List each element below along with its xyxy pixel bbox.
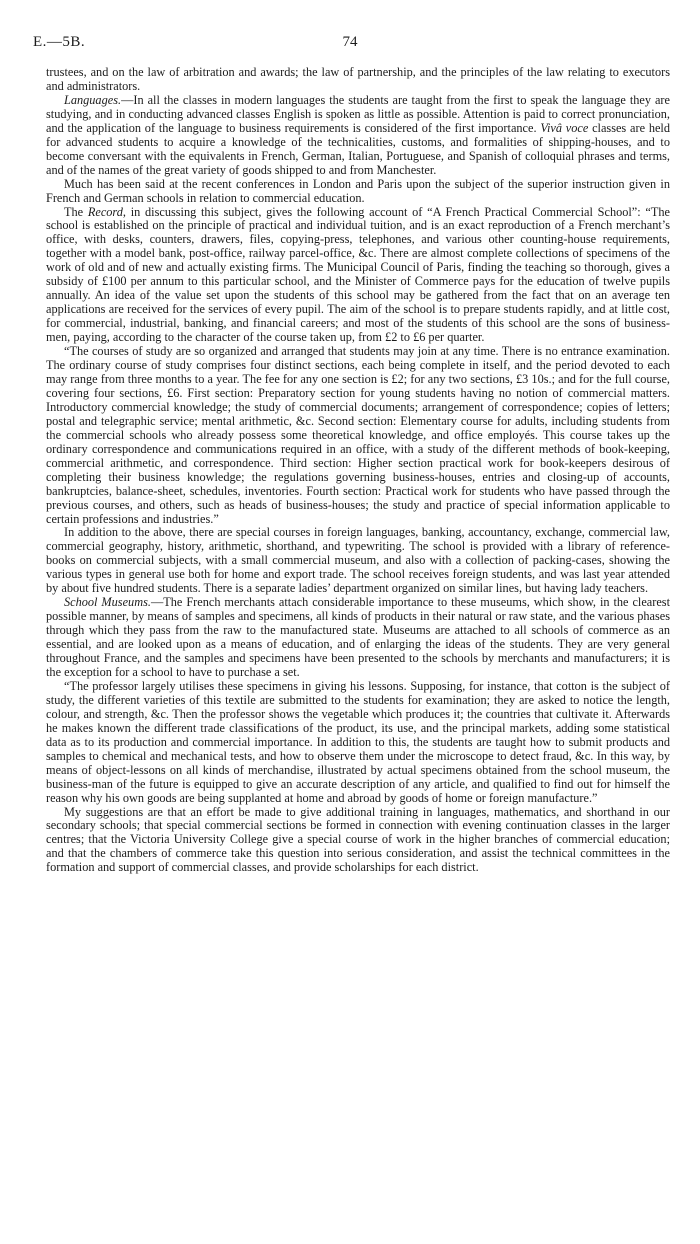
paragraph-languages: Languages.—In all the classes in modern languages the students are taught from the first to speak the language they are studying, and in conducting advanced classes English is spoken as little as possible. Attention is paid to correct pronunciation, and the application of the language to business requirements is considered of the first importance. Vivâ voce classes are held for advanced students to acquire a knowledge of the technicalities, customs, and formalities of shipping-houses, and to become conversant with the equivalents in French, German, Italian, Portuguese, and Spanish of colloquial phrases and terms, and of the names of the great variety of goods shipped to and from Manchester. [46, 92, 670, 177]
paragraph-school-museums: School Museums.—The French merchants attach considerable importance to these museums, which show, in the clearest possible manner, by means of samples and specimens, all kinds of products in their natural or raw state, and the various phases through which they pass from the raw to the manufactured state. Museums are attached to all schools of commerce as an essential, and are looked upon as a means of education, and of enlarging the ideas of the students. They are very general throughout France, and the samples and specimens have been presented to the schools by merchants and manufacturers; it is the exception for a school to have to purchase a set. [46, 595, 670, 679]
paragraph: My suggestions are that an effort be made to give additional training in languages, mathematics, and shorthand in our secondary schools; that special commercial sections be formed in connection with evening continuation classes in the larger centres; that the Victoria University College give a special course of work in the higher branches of commercial education; and that the chambers of commerce take this question into serious consideration, and assist the technical committees in the formation and support of commercial classes, and provide scholarships for each district. [46, 804, 670, 875]
section-heading: School Museums. [64, 595, 151, 610]
document-reference: E.—5B. [33, 34, 86, 50]
paragraph: “The professor largely utilises these specimens in giving his lessons. Supposing, for instance, that cotton is the subject of study, the different varieties of this textile are submitted to the students for examination; they are asked to notice the length, colour, and strength, &c. Then the professor shows the vegetable which produces it; the countries that cultivate it. Afterwards he makes known the different trade classifications of the product, its use, and the principal markets, adding some statistical data as to its production and commercial importance. In addition to this, the students are taught how to submit products and samples to chemical and mechanical tests, and how to observe them under the microscope to detect fraud, &c. In this way, by means of object-lessons on all kinds of merchandise, illustrated by actual specimens obtained from the school museum, the business-man of the future is equipped to give an accurate description of any article, and qualified to find out for himself the reason why his own goods are being supplanted at home and abroad by goods of home or foreign manufacture.” [46, 678, 670, 805]
section-heading: Languages. [64, 92, 122, 107]
paragraph-record: The Record, in discussing this subject, gives the following account of “A French Practical Commercial School”: “The school is established on the principle of practical and individual tuition, and is an exact reproduction of a French merchant’s office, with desks, counters, drawers, files, copying-press, telephones, and various other counting-house requirements, together with a model bank, post-office, railway parcel-office, &c. There are almost complete collections of specimens of the work of old and of new and actually existing firms. The Municipal Council of Paris, finding the teaching so thorough, gives a subsidy of £100 per annum to this particular school, and the Minister of Commerce pays for the education of twelve pupils annually. An idea of the value set upon the students of this school may be gathered from the fact that on an average ten applications are received for the services of every pupil. The aim of the school is to prepare students rapidly, and at little cost, for commercial, industrial, banking, and financial careers; and most of the students of this school are the sons of business-men, paying, according to the character of the course taken up, from £2 to £6 per quarter. [46, 204, 670, 345]
paragraph: trustees, and on the law of arbitration and awards; the law of partnership, and the principles of the law relating to executors and administrators. [46, 65, 670, 93]
paragraph: In addition to the above, there are special courses in foreign languages, banking, accountancy, exchange, commercial law, commercial geography, history, arithmetic, shorthand, and typewriting. The school is provided with a library of reference-books on commercial subjects, with a small commercial museum, and also with a collection of packing-cases, showing the various types in general use both for home and export trade. The school receives foreign students, and was last year attended by about five hundred students. There is a separate ladies’ department organized on similar lines, but having lady teachers. [46, 525, 670, 596]
paragraph: “The courses of study are so organized and arranged that students may join at any time. There is no entrance examination. The ordinary course of study comprises four distinct sections, each being complete in itself, and the period devoted to each may range from three months to a year. The fee for any one section is £2; for any two sections, £3 10s.; and for the full course, covering four sections, £6. First section: Preparatory section for young students having no notion of commercial matters. Introductory commercial knowledge; the study of commercial documents; arrangement of correspondence; copies of letters; postal and telegraphic service; mental arithmetic, &c. Second section: Elementary course for adults, including students from the commercial schools who already possess some theoretical knowledge, and office employés. This course takes up the ordinary correspondence and communications required in an office, with a study of the different methods of book-keeping, commercial arithmetic, and correspondence. Third section: Higher section practical work for book-keepers desirous of completing their business knowledge; the regulations governing business-houses, entries and closing-up of accounts, bankruptcies, balance-sheet, schedules, inventories. Fourth section: Practical work for students who have passed through the previous courses, and others, such as heads of business-houses; the study and practice of special information applicable to certain professions and industries.” [46, 344, 670, 526]
page-number: 74 [342, 34, 358, 50]
body-text [46, 66, 670, 875]
page-header [33, 34, 667, 54]
paragraph: Much has been said at the recent conferences in London and Paris upon the subject of the superior instruction given in French and German schools in relation to commercial education. [46, 176, 670, 205]
